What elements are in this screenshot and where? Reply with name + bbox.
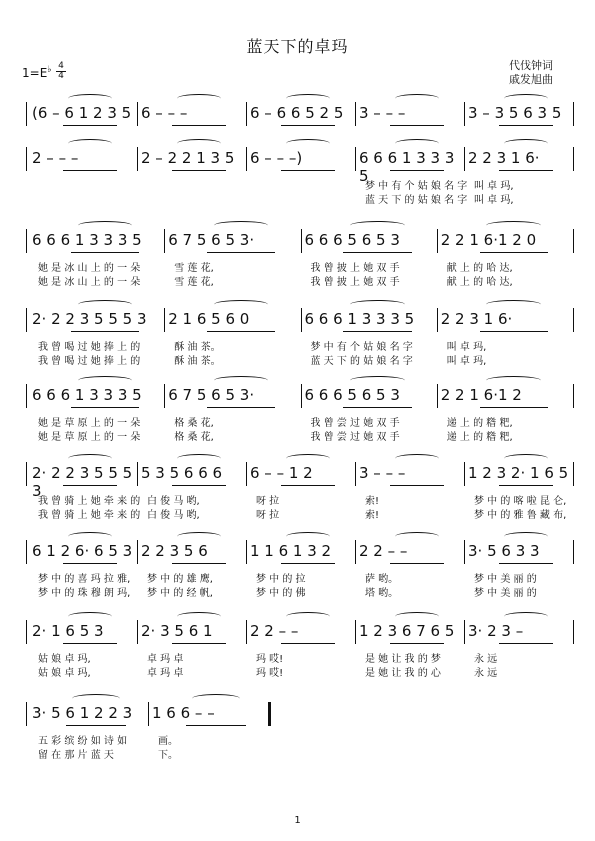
slur-mark — [486, 300, 541, 309]
time-signature — [56, 62, 66, 81]
lyric-text: 酥 油 茶。 — [174, 342, 221, 353]
lyric-text: 是 她 让 我 的 梦 — [365, 654, 441, 665]
lyric-text: 下。 — [158, 750, 178, 761]
barline — [573, 462, 574, 486]
lyric-text: 递 上 的 糌 粑, — [446, 418, 513, 429]
barline — [355, 620, 356, 644]
barline — [573, 147, 574, 171]
lyric-text: 梦 中 的 经 帆, — [147, 588, 213, 599]
lyric-text: 永 远 — [474, 654, 498, 665]
song-title: 蓝天下的卓玛 — [246, 37, 349, 56]
lyrics-line — [30, 492, 575, 505]
lyric-text: 塔 哟。 — [365, 588, 399, 599]
barline — [355, 540, 356, 564]
barline — [26, 308, 27, 332]
lyrics-line — [30, 273, 575, 286]
measure-notes: 1 2 3 6 7 6 5 — [359, 622, 455, 640]
beam-underline — [71, 407, 139, 408]
beam-underline — [343, 407, 411, 408]
time-bottom: 4 — [56, 71, 66, 81]
beam-underline — [66, 725, 126, 726]
barline — [137, 462, 138, 486]
lyric-text: 玛 哎! — [256, 668, 284, 679]
notes-line — [30, 147, 575, 185]
slur-mark — [486, 221, 541, 230]
slur-mark — [214, 376, 269, 385]
measure-notes: 1 6 6 – – — [152, 704, 215, 722]
notes-line — [30, 620, 575, 650]
lyric-text: 白 俊 马 哟, — [147, 496, 200, 507]
measure-notes: 6 7 5 6 5 3· — [168, 231, 255, 249]
lyric-text: 永 远 — [474, 668, 498, 679]
barline — [573, 620, 574, 644]
score-row — [30, 540, 575, 610]
beam-underline — [390, 485, 445, 486]
score-row — [30, 147, 575, 217]
barline — [246, 102, 247, 126]
measure-notes: 6 6 6 5 6 5 3 — [304, 386, 400, 404]
barline — [573, 102, 574, 126]
slur-mark — [350, 376, 405, 385]
beam-underline — [63, 170, 118, 171]
measure-notes: 2 2 1 6·1 2 0 — [440, 231, 537, 249]
lyrics-line — [30, 506, 575, 519]
lyrics-line — [30, 191, 575, 204]
beam-underline — [343, 331, 411, 332]
slur-mark — [68, 454, 112, 463]
lyric-text: 蓝 天 下 的 姑 娘 名 字 — [310, 356, 413, 367]
barline — [246, 620, 247, 644]
slur-mark — [72, 694, 120, 703]
measure-notes: 2 – 2 2 1 3 5 — [141, 149, 235, 167]
barline — [137, 102, 138, 126]
composer-credit: 戚发旭曲 — [509, 73, 553, 86]
measure-notes: 2 1 6 5 6 0 — [168, 310, 250, 328]
measure-notes: 6 – 6 6 5 2 5 — [250, 104, 344, 122]
slur-mark — [68, 612, 112, 621]
lyrics-line — [30, 338, 575, 351]
beam-underline — [480, 331, 548, 332]
slur-mark — [214, 221, 269, 230]
barline — [26, 229, 27, 253]
notes-line — [30, 308, 575, 338]
slur-mark — [286, 94, 330, 103]
slur-mark — [395, 139, 439, 148]
barline — [137, 147, 138, 171]
measure-notes: 6 7 5 6 5 3· — [168, 386, 255, 404]
score-row — [30, 229, 575, 299]
beam-underline — [499, 170, 554, 171]
lyric-text: 叫 卓 玛, — [446, 356, 487, 367]
lyrics-line — [30, 570, 575, 583]
barline — [464, 102, 465, 126]
lyrics-line — [30, 746, 575, 759]
lyric-text: 梦 中 的 拉 — [256, 574, 306, 585]
beam-underline — [63, 643, 118, 644]
beam-underline — [343, 252, 411, 253]
score-row — [30, 308, 575, 378]
lyric-text: 五 彩 缤 纷 如 诗 如 — [38, 736, 128, 747]
barline — [437, 308, 438, 332]
slur-mark — [286, 139, 330, 148]
lyric-text: 姑 娘 卓 玛, — [38, 668, 91, 679]
final-barline — [268, 702, 271, 726]
barline — [573, 229, 574, 253]
barline — [246, 540, 247, 564]
lyrics-line — [30, 414, 575, 427]
measure-notes: (6 – 6 1 2 3 5 — [32, 104, 132, 122]
measure-notes: 6 – – –) — [250, 149, 303, 167]
measure-notes: 2 2 3 5 6 — [141, 542, 208, 560]
barline — [573, 308, 574, 332]
lyric-text: 姑 娘 卓 玛, — [38, 654, 91, 665]
measure-notes: 2· 3 5 6 1 — [141, 622, 213, 640]
measure-notes: 3· 5 6 3 3 — [468, 542, 540, 560]
lyric-text: 我 曾 尝 过 她 双 手 — [310, 418, 400, 429]
barline — [164, 229, 165, 253]
lyric-text: 梦 中 的 雅 鲁 藏 布, — [474, 510, 567, 521]
barline — [301, 308, 302, 332]
barline — [164, 308, 165, 332]
beam-underline — [71, 252, 139, 253]
barline — [148, 702, 149, 726]
measure-notes: 2· 1 6 5 3 — [32, 622, 104, 640]
beam-underline — [207, 252, 275, 253]
lyric-text: 我 曾 披 上 她 双 手 — [310, 263, 400, 274]
beam-underline — [480, 407, 548, 408]
measure-notes: 1 2 3 2· 1 6 5 — [468, 464, 569, 482]
lyric-text: 献 上 的 哈 达, — [446, 263, 513, 274]
beam-underline — [281, 170, 336, 171]
slur-mark — [192, 694, 240, 703]
lyric-text: 叫 卓 玛, — [474, 181, 514, 192]
barline — [464, 620, 465, 644]
lyric-text: 玛 哎! — [256, 654, 284, 665]
slur-mark — [177, 532, 221, 541]
beam-underline — [390, 170, 445, 171]
lyrics-line — [30, 584, 575, 597]
lyricist-credit: 代伐钟词 — [509, 59, 553, 72]
lyric-text: 她 是 草 原 上 的 一 朵 — [38, 418, 141, 429]
slur-mark — [78, 221, 133, 230]
barline — [26, 147, 27, 171]
slur-mark — [504, 612, 548, 621]
lyric-text: 叫 卓 玛, — [446, 342, 487, 353]
barline — [26, 102, 27, 126]
beam-underline — [390, 643, 445, 644]
lyric-text: 白 俊 马 哟, — [147, 510, 200, 521]
lyric-text: 梦 中 的 喜 玛 拉 雅, — [38, 574, 131, 585]
measure-notes: 2 2 1 6·1 2 — [440, 386, 522, 404]
barline — [137, 540, 138, 564]
beam-underline — [281, 485, 336, 486]
slur-mark — [177, 612, 221, 621]
barline — [464, 462, 465, 486]
lyric-text: 她 是 冰 山 上 的 一 朵 — [38, 277, 141, 288]
score-row — [30, 384, 575, 454]
beam-underline — [172, 643, 227, 644]
notes-line — [30, 102, 575, 132]
beam-underline — [63, 125, 118, 126]
measure-notes: 6 – – 1 2 — [250, 464, 313, 482]
measure-notes: 2· 2 2 3 5 5 5 3 — [32, 310, 147, 328]
beam-underline — [63, 485, 118, 486]
measure-notes: 5 3 5 6 6 6 — [141, 464, 223, 482]
slur-mark — [286, 612, 330, 621]
lyric-text: 梦 中 的 雄 鹰, — [147, 574, 213, 585]
lyric-text: 她 是 冰 山 上 的 一 朵 — [38, 263, 141, 274]
lyrics-line — [30, 650, 575, 663]
lyric-text: 萨 哟。 — [365, 574, 399, 585]
slur-mark — [395, 612, 439, 621]
measure-notes: 3· 2 3 – — [468, 622, 524, 640]
lyric-text: 格 桑 花, — [174, 432, 214, 443]
lyric-text: 索! — [365, 496, 380, 507]
lyrics-line — [30, 352, 575, 365]
time-top: 4 — [58, 61, 64, 71]
beam-underline — [499, 643, 554, 644]
score-row — [30, 462, 575, 532]
score-row — [30, 620, 575, 690]
lyric-text: 我 曾 尝 过 她 双 手 — [310, 432, 400, 443]
beam-underline — [281, 643, 336, 644]
barline — [355, 462, 356, 486]
key-signature — [22, 66, 52, 80]
lyric-text: 梦 中 的 佛 — [256, 588, 306, 599]
barline — [26, 540, 27, 564]
lyric-text: 我 曾 骑 上 她 牵 来 的 — [38, 496, 141, 507]
beam-underline — [186, 725, 246, 726]
measure-notes: 6 6 6 1 3 3 3 5 — [32, 386, 142, 404]
measure-notes: 3 – 3 5 6 3 5 — [468, 104, 562, 122]
lyric-text: 卓 玛 卓 — [147, 654, 184, 665]
beam-underline — [499, 563, 554, 564]
lyric-text: 我 曾 骑 上 她 牵 来 的 — [38, 510, 141, 521]
beam-underline — [172, 563, 227, 564]
barline — [464, 147, 465, 171]
lyrics-line — [30, 177, 575, 190]
lyric-text: 我 曾 披 上 她 双 手 — [310, 277, 400, 288]
measure-notes: 3 – – – — [359, 104, 406, 122]
barline — [164, 384, 165, 408]
beam-underline — [390, 563, 445, 564]
lyric-text: 索! — [365, 510, 380, 521]
measure-notes: 6 6 6 1 3 3 3 5 — [359, 149, 455, 185]
lyric-text: 献 上 的 哈 达, — [446, 277, 513, 288]
barline — [437, 384, 438, 408]
beam-underline — [281, 563, 336, 564]
measure-notes: 2 2 – – — [250, 622, 299, 640]
measure-notes: 2· 2 2 3 5 5 5 3 — [32, 464, 133, 500]
slur-mark — [395, 94, 439, 103]
lyric-text: 梦 中 美 丽 的 — [474, 588, 537, 599]
lyric-text: 画。 — [158, 736, 178, 747]
beam-underline — [71, 331, 139, 332]
measure-notes: 6 6 6 1 3 3 3 5 — [304, 310, 415, 328]
slur-mark — [177, 139, 221, 148]
lyric-text: 我 曾 喝 过 她 捧 上 的 — [38, 356, 141, 367]
lyric-text: 递 上 的 糌 粑, — [446, 432, 513, 443]
key-label: 1=E — [22, 66, 48, 80]
slur-mark — [486, 376, 541, 385]
measure-notes: 1 1 6 1 3 2 — [250, 542, 332, 560]
lyric-text: 卓 玛 卓 — [147, 668, 184, 679]
barline — [26, 702, 27, 726]
slur-mark — [214, 300, 269, 309]
barline — [573, 384, 574, 408]
barline — [26, 620, 27, 644]
slur-mark — [68, 94, 112, 103]
barline — [137, 620, 138, 644]
lyric-text: 呀 拉 — [256, 510, 280, 521]
notes-line — [30, 229, 575, 259]
slur-mark — [286, 454, 330, 463]
measure-notes: 6 – – – — [141, 104, 188, 122]
lyric-text: 我 曾 喝 过 她 捧 上 的 — [38, 342, 141, 353]
beam-underline — [207, 331, 275, 332]
measure-notes: 2 2 – – — [359, 542, 408, 560]
slur-mark — [68, 532, 112, 541]
slur-mark — [350, 221, 405, 230]
lyrics-line — [30, 428, 575, 441]
lyric-text: 梦 中 的 珠 穆 朗 玛, — [38, 588, 131, 599]
page-number: 1 — [294, 815, 301, 826]
barline — [246, 462, 247, 486]
slur-mark — [504, 139, 548, 148]
barline — [26, 462, 27, 486]
lyrics-line — [30, 259, 575, 272]
slur-mark — [177, 454, 221, 463]
lyric-text: 梦 中 有 个 姑 娘 名 字 — [365, 181, 468, 192]
notes-line — [30, 702, 575, 732]
notes-line — [30, 540, 575, 570]
lyric-text: 梦 中 的 喀 啦 昆 仑, — [474, 496, 567, 507]
lyric-text: 她 是 草 原 上 的 一 朵 — [38, 432, 141, 443]
measure-notes: 6 6 6 5 6 5 3 — [304, 231, 400, 249]
slur-mark — [504, 454, 548, 463]
beam-underline — [499, 485, 554, 486]
measure-notes: 2 – – – — [32, 149, 79, 167]
slur-mark — [504, 532, 548, 541]
notes-line — [30, 384, 575, 414]
slur-mark — [78, 376, 133, 385]
beam-underline — [63, 563, 118, 564]
measure-notes: 6 6 6 1 3 3 3 5 — [32, 231, 142, 249]
lyric-text: 蓝 天 下 的 姑 娘 名 字 — [365, 195, 468, 206]
measure-notes: 3· 5 6 1 2 2 3 — [32, 704, 133, 722]
barline — [301, 229, 302, 253]
measure-notes: 6 1 2 6· 6 5 3 — [32, 542, 133, 560]
lyric-text: 梦 中 美 丽 的 — [474, 574, 537, 585]
lyric-text: 是 她 让 我 的 心 — [365, 668, 441, 679]
beam-underline — [172, 170, 227, 171]
slur-mark — [395, 454, 439, 463]
slur-mark — [78, 300, 133, 309]
barline — [464, 540, 465, 564]
barline — [355, 102, 356, 126]
lyrics-line — [30, 664, 575, 677]
beam-underline — [390, 125, 445, 126]
barline — [355, 147, 356, 171]
barline — [246, 147, 247, 171]
score-row — [30, 702, 575, 772]
measure-notes: 2 2 3 1 6· — [440, 310, 513, 328]
barline — [301, 384, 302, 408]
slur-mark — [68, 139, 112, 148]
lyric-text: 格 桑 花, — [174, 418, 214, 429]
measure-notes: 3 – – – — [359, 464, 406, 482]
slur-mark — [395, 532, 439, 541]
lyric-text: 梦 中 有 个 姑 娘 名 字 — [310, 342, 413, 353]
beam-underline — [207, 407, 275, 408]
beam-underline — [172, 485, 227, 486]
barline — [26, 384, 27, 408]
slur-mark — [286, 532, 330, 541]
barline — [437, 229, 438, 253]
beam-underline — [172, 125, 227, 126]
lyric-text: 雪 莲 花, — [174, 277, 214, 288]
beam-underline — [281, 125, 336, 126]
slur-mark — [177, 94, 221, 103]
slur-mark — [504, 94, 548, 103]
lyric-text: 留 在 那 片 蓝 天 — [38, 750, 114, 761]
beam-underline — [499, 125, 554, 126]
flat-sign: ♭ — [47, 65, 52, 75]
lyric-text: 酥 油 茶。 — [174, 356, 221, 367]
notes-line — [30, 462, 575, 500]
lyric-text: 叫 卓 玛, — [474, 195, 514, 206]
measure-notes: 2 2 3 1 6· — [468, 149, 540, 167]
lyrics-line — [30, 732, 575, 745]
barline — [573, 540, 574, 564]
lyric-text: 呀 拉 — [256, 496, 280, 507]
lyric-text: 雪 莲 花, — [174, 263, 214, 274]
slur-mark — [350, 300, 405, 309]
beam-underline — [480, 252, 548, 253]
